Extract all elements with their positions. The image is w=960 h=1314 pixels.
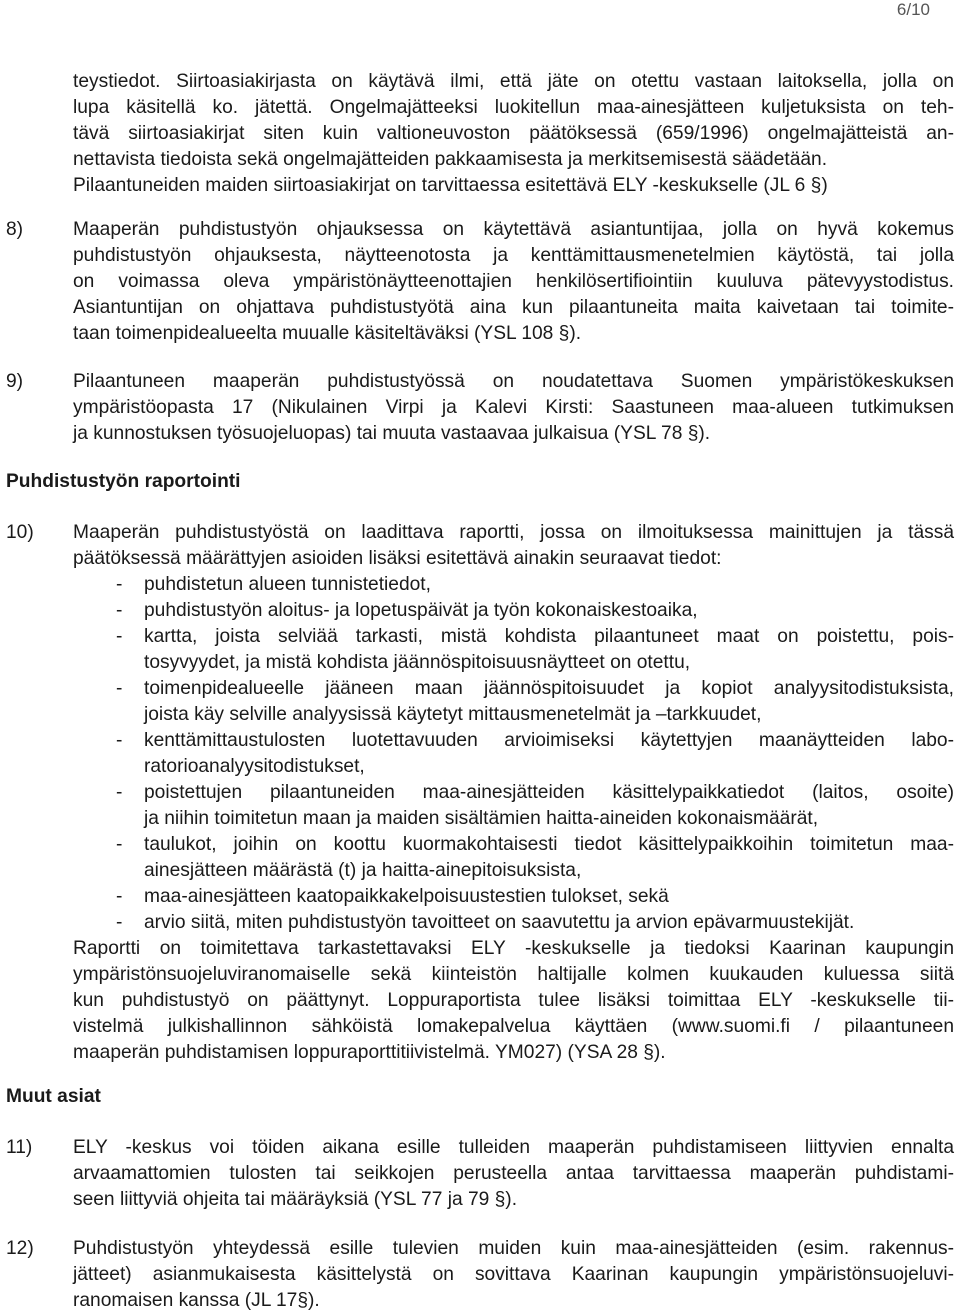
section-heading-other: Muut asiat <box>6 1086 101 1107</box>
text-line: maaperän puhdistamisen loppuraporttitiivistelmä. YM027) (YSA 28 §). <box>73 1042 666 1063</box>
text-line: teystiedot. Siirtoasiakirjasta on käytävä ilmi, että jäte on otettu vastaan laitoksella, jolla on <box>73 71 954 92</box>
text-line: Maaperän puhdistustyön ohjauksessa on käytettävä asiantuntijaa, jolla on hyvä kokemus <box>73 219 954 240</box>
item-number: 10) <box>6 522 34 543</box>
bullet-text: ainesjätteen määrästä (t) ja haitta-ainepitoisuksista, <box>144 860 582 881</box>
bullet-text: kartta, joista selviää tarkasti, mistä kohdista pilaantuneet maat on poistettu, pois- <box>144 626 954 647</box>
bullet-text: ratorioanalyysitodistukset, <box>144 756 365 777</box>
bullet-dash: - <box>116 600 123 621</box>
text-line: taan toimenpidealueelta muualle käsiteltäväksi (YSL 108 §). <box>73 323 582 344</box>
bullet-text: tosyvyydet, ja mistä kohdista jäännöspitoisuusnäytteet on otettu, <box>144 652 691 673</box>
text-line: Raportti on toimitettava tarkastettavaksi ELY -keskukselle ja tiedoksi Kaarinan kaupungin <box>73 938 954 959</box>
bullet-text: ja niihin toimitetun maan ja maiden sisältämien haitta-aineiden kokonaismäärät, <box>144 808 819 829</box>
text-line: Asiantuntijan on ohjattava puhdistustyötä aina kun pilaantuneita maita kaivetaan tai toimite- <box>73 297 954 318</box>
text-line: ranomaisen kanssa (JL 17§). <box>73 1290 320 1311</box>
bullet-dash: - <box>116 730 123 751</box>
text-line: Pilaantuneiden maiden siirtoasiakirjat on tarvittaessa esitettävä ELY -keskukselle (JL 6 §) <box>73 175 828 196</box>
bullet-text: taulukot, joihin on koottu kuormakohtaisesti tiedot käsittelypaikkoihin toimitetun maa- <box>144 834 954 855</box>
bullet-dash: - <box>116 912 123 933</box>
bullet-text: toimenpidealueelle jääneen maan jäännöspitoisuudet ja kopiot analyysitodistuksista, <box>144 678 954 699</box>
bullet-text: poistettujen pilaantuneiden maa-ainesjätteiden käsittelypaikkatiedot (laitos, osoite) <box>144 782 954 803</box>
item-number: 8) <box>6 219 24 240</box>
text-line: ja kunnostuksen työsuojeluopas) tai muuta vastaavaa julkaisua (YSL 78 §). <box>73 423 711 444</box>
bullet-text: arvio siitä, miten puhdistustyön tavoitteet on saavutettu ja arvion epävarmuustekijät. <box>144 912 855 933</box>
bullet-dash: - <box>116 678 123 699</box>
bullet-text: maa-ainesjätteen kaatopaikkakelpoisuustestien tulokset, sekä <box>144 886 669 907</box>
text-line: nettavista tiedoista sekä ongelmajätteiden pakkaamisesta ja merkitsemisestä säädetään. <box>73 149 828 170</box>
text-line: Puhdistustyön yhteydessä esille tulevien muiden kuin maa-ainesjätteiden (esim. rakennus- <box>73 1238 954 1259</box>
text-line: lupa käsitellä ko. jätettä. Ongelmajätteeksi luokitellun maa-ainesjätteen kuljetuksista on teh- <box>73 97 954 118</box>
page-number: 6/10 <box>896 0 930 19</box>
item-number: 11) <box>6 1137 33 1158</box>
text-line: ympäristönsuojeluviranomaiselle sekä kiinteistön haltijalle kolmen kuukauden kuluessa siitä <box>73 964 954 985</box>
text-line: on voimassa oleva ympäristönäytteenottajien henkilösertifiointiin kuuluva pätevyystodistus. <box>73 271 954 292</box>
text-line: vistelmä julkishallinnon sähköistä lomakepalvelua käyttäen (www.suomi.fi / pilaantuneen <box>73 1016 954 1037</box>
text-line: ELY -keskus voi töiden aikana esille tulleiden maaperän puhdistamiseen liittyvien ennalta <box>73 1137 954 1158</box>
bullet-dash: - <box>116 834 123 855</box>
text-line: Maaperän puhdistustyöstä on laadittava raportti, jossa on ilmoituksessa mainittujen ja tässä <box>73 522 954 543</box>
bullet-text: puhdistustyön aloitus- ja lopetuspäivät ja työn kokonaiskestoaika, <box>144 600 698 621</box>
bullet-text: joista käy selville analyysissä käytetyt mittausmenetelmät ja –tarkkuudet, <box>144 704 762 725</box>
bullet-text: kenttämittaustulosten luotettavuuden arvioimiseksi käytettyjen maanäytteiden labo- <box>144 730 954 751</box>
text-line: kun puhdistustyö on päättynyt. Loppuraportista tulee lisäksi toimittaa ELY -keskukselle tii- <box>73 990 954 1011</box>
text-line: Pilaantuneen maaperän puhdistustyössä on noudatettava Suomen ympäristökeskuksen <box>73 371 954 392</box>
section-heading-reporting: Puhdistustyön raportointi <box>6 471 241 492</box>
bullet-dash: - <box>116 574 123 595</box>
bullet-dash: - <box>116 782 123 803</box>
text-line: ympäristöopasta 17 (Nikulainen Virpi ja Kalevi Kirsti: Saastuneen maa-alueen tutkimuksen <box>73 397 954 418</box>
bullet-dash: - <box>116 626 123 647</box>
item-number: 12) <box>6 1238 34 1259</box>
text-line: päätöksessä määrättyjen asioiden lisäksi esitettävä ainakin seuraavat tiedot: <box>73 548 722 569</box>
item-number: 9) <box>6 371 24 392</box>
text-line: tävä siirtoasiakirjat siten kuin valtioneuvoston päätöksessä (659/1996) ongelmajätteistä an- <box>73 123 954 144</box>
text-line: seen liittyviä ohjeita tai määräyksiä (YSL 77 ja 79 §). <box>73 1189 518 1210</box>
text-line: jätteet) asianmukaisesta käsittelystä on sovittava Kaarinan kaupungin ympäristönsuojeluvi- <box>73 1264 954 1285</box>
bullet-text: puhdistetun alueen tunnistetiedot, <box>144 574 431 595</box>
bullet-dash: - <box>116 886 123 907</box>
text-line: arvaamattomien tulosten tai seikkojen perusteella antaa tarvittaessa maaperän puhdistami- <box>73 1163 954 1184</box>
text-line: puhdistustyön ohjauksesta, näytteenotosta ja kenttämittausmenetelmien käytöstä, tai jolla <box>73 245 954 266</box>
